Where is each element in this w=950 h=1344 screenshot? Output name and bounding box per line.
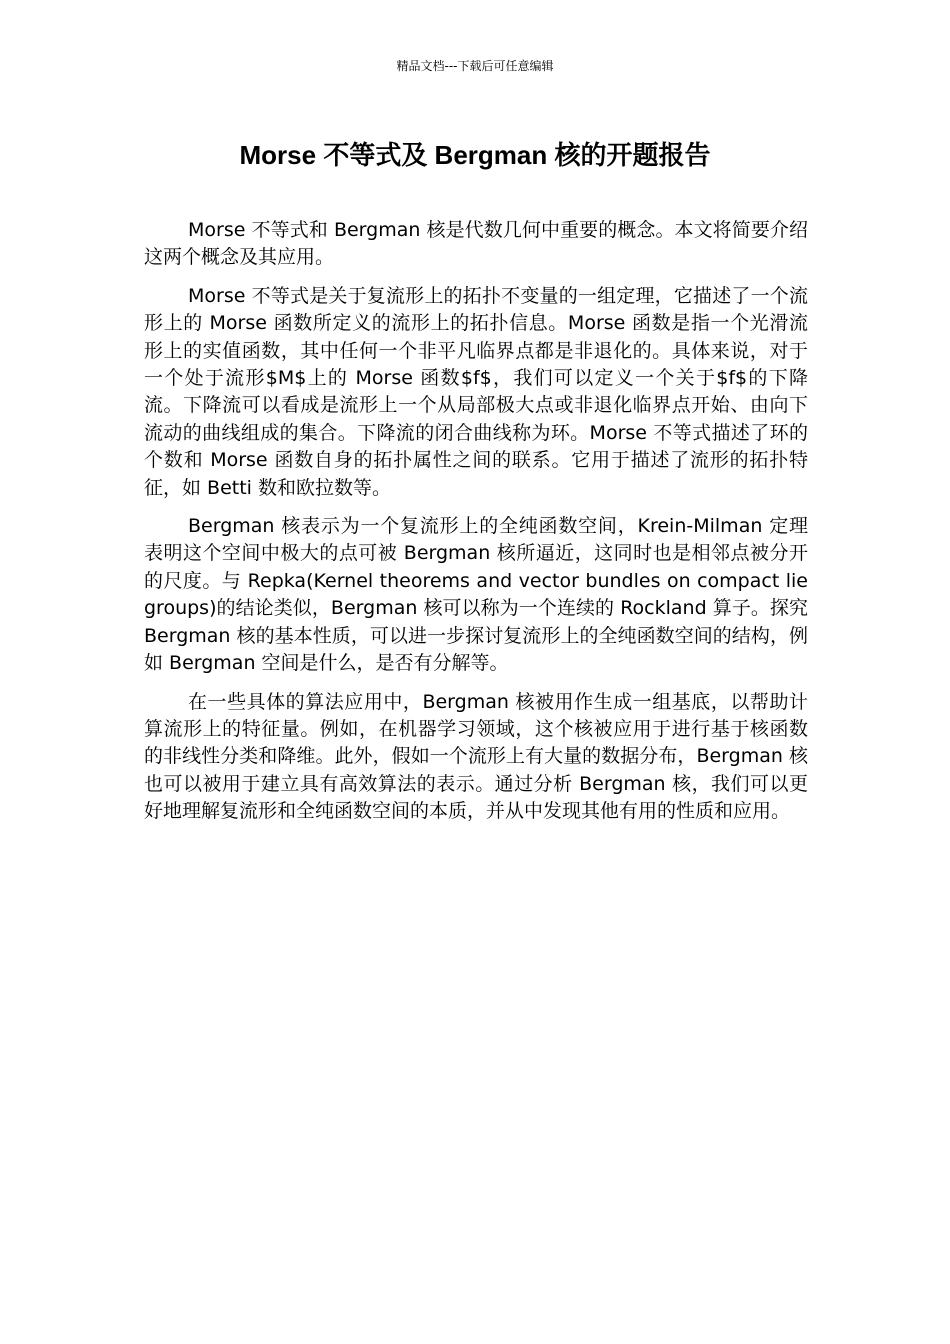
paragraph-morse-inequality: Morse 不等式是关于复流形上的拓扑不变量的一组定理，它描述了一个流形上的 Morse 函数所定义的流形上的拓扑信息。Morse 函数是指一个光滑流形上的实值函数，其中任何一个非平凡临界点都是非退化的。具体来说，对于一个处于流形$M$上的 Morse 函数$f$，我们可以定义一个关于$f$的下降流。下降流可以看成是流形上一个从局部极大点或非退化临界点开始、由向下流动的曲线组成的集合。下降流的闭合曲线称为环。Morse 不等式描述了环的个数和 Morse 函数自身的拓扑属性之间的联系。它用于描述了流形的拓扑特征，如 Betti 数和欧拉数等。 (144, 284, 808, 499)
paragraph-bergman-kernel: Bergman 核表示为一个复流形上的全纯函数空间，Krein-Milman 定理表明这个空间中极大的点可被 Bergman 核所逼近，这同时也是相邻点被分开的尺度。与 Repka(Kernel theorems and vector bundles on compact lie groups)的结论类似，Bergman 核可以称为一个连续的 Rockland 算子。探究 Bergman 核的基本性质，可以进一步探讨复流形上的全纯函数空间的结构，例如 Bergman 空间是什么，是否有分解等。 (144, 515, 808, 675)
document-title: Morse 不等式及 Bergman 核的开题报告 (239, 140, 711, 170)
paragraph-applications: 在一些具体的算法应用中，Bergman 核被用作生成一组基底，以帮助计算流形上的特征量。例如，在机器学习领域，这个核被应用于进行基于核函数的非线性分类和降维。此外，假如一个流形上有大量的数据分布，Bergman 核也可以被用于建立具有高效算法的表示。通过分析 Bergman 核，我们可以更好地理解复流形和全纯函数空间的本质，并从中发现其他有用的性质和应用。 (144, 690, 808, 823)
paragraph-intro: Morse 不等式和 Bergman 核是代数几何中重要的概念。本文将简要介绍这两个概念及其应用。 (144, 219, 808, 269)
header-note: 精品文档---下载后可任意编辑 (396, 59, 554, 73)
document-body (144, 217, 808, 837)
